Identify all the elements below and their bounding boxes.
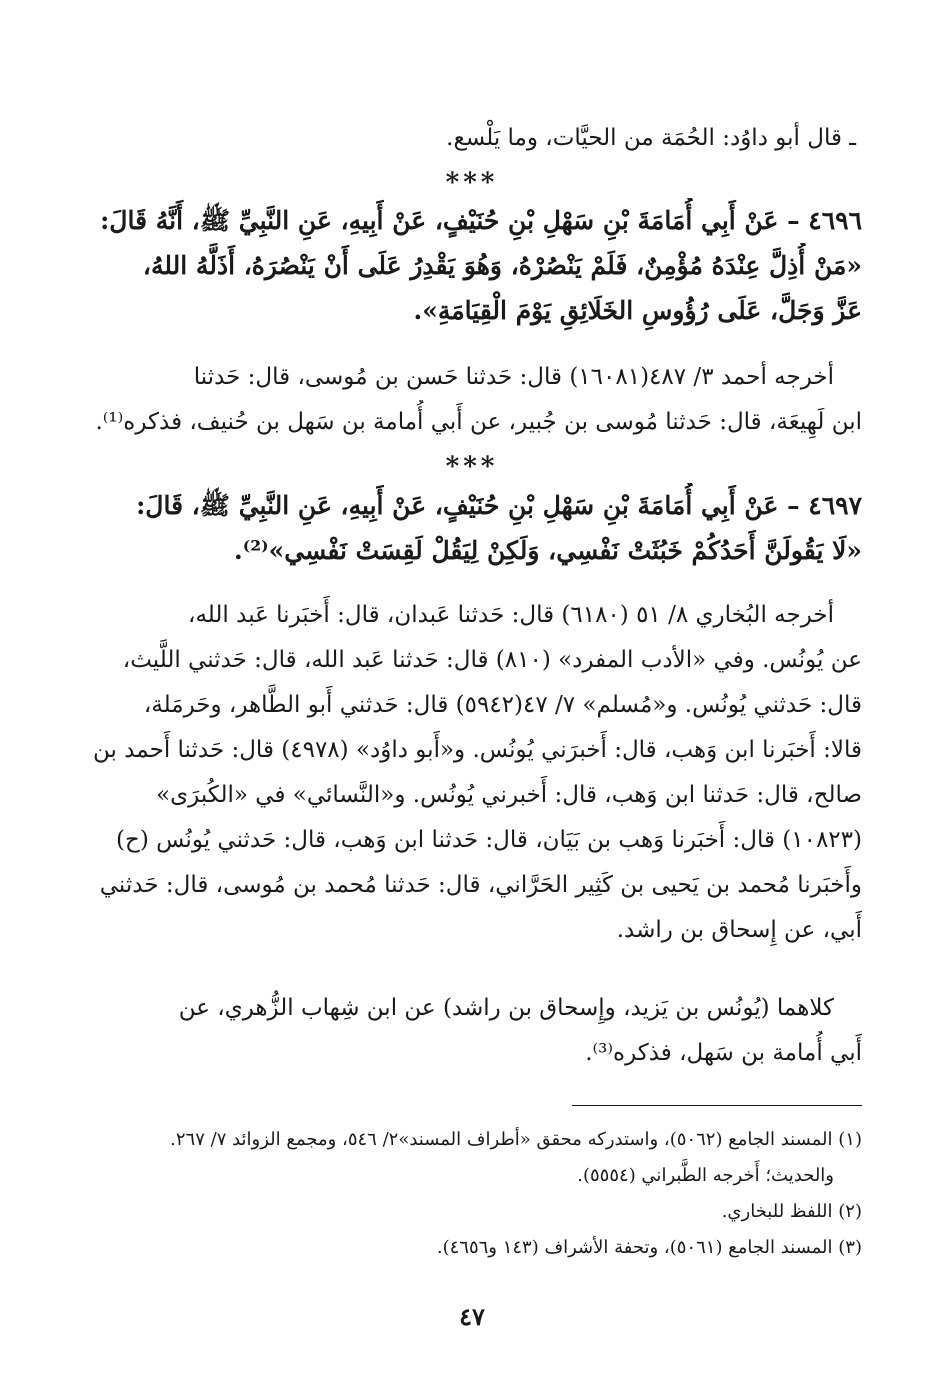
takhrij-4697-line-8: أَبي، عن إِسحاق بن راشد. xyxy=(616,917,862,943)
hadith-4697-line-2: «لَا يَقُولَنَّ أَحَدُكُمْ خَبُثَتْ نَفْسِي، وَلَكِنْ لِيَقُلْ لَقِسَتْ نَفْسِي»⁽²⁾. xyxy=(234,536,862,565)
takhrij-4696-line-2: ابن لَهِيعَة، قال: حَدثنا مُوسى بن جُبير، عن أَبي أُمامة بن سَهل بن حُنيف، فذكره⁽¹⁾. xyxy=(95,409,862,435)
footnotes xyxy=(82,1122,862,1266)
takhrij-4697-line-3: قال: حَدثني يُونُس. و«مُسلم» ٧/ ٤٧(٥٩٤٢) قال: حَدثني أَبو الطَّاهر، وحَرمَلة، xyxy=(143,692,862,718)
conclusion-paragraph xyxy=(82,986,862,1076)
footnote-2: (٢) اللفظ للبخاري. xyxy=(721,1201,862,1222)
takhrij-4697-line-1: أخرجه البُخاري ٨/ ٥١ (٦١٨٠) قال: حَدثنا عَبدان، قال: أَخبَرنا عَبد الله، xyxy=(188,602,834,628)
hadith-4696 xyxy=(82,198,862,333)
takhrij-4697-line-4: قالا: أَخبَرنا ابن وَهب، قال: أَخبرَني يُونُس. و«أَبو داوُد» (٤٩٧٨) قال: حَدثنا أَحمد بن xyxy=(93,737,862,763)
footnote-1-line-2: والحديث؛ أَخرجه الطَّبراني (٥٥٥٤). xyxy=(577,1165,834,1186)
takhrij-4697-line-7: وأَخبَرنا مُحمد بن يَحيى بن كَثِير الحَرَّاني، قال: حَدثنا مُحمد بن مُوسى، قال: حَدثني xyxy=(99,872,862,898)
takhrij-4697-line-5: صالح، قال: حَدثنا ابن وَهب، قال: أَخبرني يُونُس. و«النَّسائي» في «الكُبرَى» xyxy=(156,782,862,808)
intro-line: ـ قال أبو داوُد: الحُمَة من الحيَّات، وما يَلْسع. xyxy=(446,125,856,151)
takhrij-4696 xyxy=(82,355,862,445)
section-separator-1: *** xyxy=(445,168,499,198)
hadith-4696-line-1: ٤٦٩٦ – عَنْ أَبِي أُمَامَةَ بْنِ سَهْلِ بْنِ حُنَيْفٍ، عَنْ أَبِيهِ، عَنِ النَّبِيِّ ﷺ، أَنَّهُ قَالَ: xyxy=(100,206,862,235)
intro-paragraph xyxy=(82,116,862,161)
footnote-separator xyxy=(572,1105,862,1106)
hadith-4696-line-3: عَزَّ وَجَلَّ، عَلَى رُؤُوسِ الخَلَائِقِ يَوْمَ الْقِيَامَةِ». xyxy=(413,296,862,325)
hadith-4696-line-2: «مَنْ أُذِلَّ عِنْدَهُ مُؤْمِنٌ، فَلَمْ يَنْصُرْهُ، وَهُوَ يَقْدِرُ عَلَى أَنْ يَنْصُرَهُ، أَذَلَّهُ اللهُ، xyxy=(142,251,862,280)
footnote-3: (٣) المسند الجامع (٥٠٦١)، وتحفة الأشراف (١٤٣ و٤٦٥٦). xyxy=(436,1237,862,1258)
footnote-1-line-1: (١) المسند الجامع (٥٠٦٢)، واستدركه محقق «أطراف المسند»٢/ ٥٤٦، ومجمع الزوائد ٧/ ٢٦٧. xyxy=(170,1129,862,1150)
conclusion-line-2: أَبي أُمامة بن سَهل، فذكره⁽³⁾. xyxy=(585,1040,862,1066)
hadith-4697 xyxy=(82,483,862,573)
takhrij-4696-line-1: أخرجه أحمد ٣/ ٤٨٧(١٦٠٨١) قال: حَدثنا حَسن بن مُوسى، قال: حَدثنا xyxy=(193,364,834,390)
takhrij-4697-line-6: (١٠٨٢٣) قال: أَخبَرنا وَهب بن بَيَان، قال: حَدثنا ابن وَهب، قال: حَدثني يُونُس (ح) xyxy=(116,827,862,853)
takhrij-4697-line-2: عن يُونُس. وفي «الأدب المفرد» (٨١٠) قال: حَدثنا عَبد الله، قال: حَدثني اللَّيث، xyxy=(122,647,862,673)
section-separator-2: *** xyxy=(445,452,499,482)
takhrij-4697 xyxy=(82,593,862,953)
hadith-4697-line-1: ٤٦٩٧ – عَنْ أَبِي أُمَامَةَ بْنِ سَهْلِ بْنِ حُنَيْفٍ، عَنْ أَبِيهِ، عَنِ النَّبِيِّ ﷺ، قَالَ: xyxy=(136,491,862,520)
conclusion-line-1: كلاهما (يُونُس بن يَزيد، وإِسحاق بن راشد) عن ابن شِهاب الزُّهري، عن xyxy=(178,995,834,1021)
page-number: ٤٧ xyxy=(459,1302,485,1331)
